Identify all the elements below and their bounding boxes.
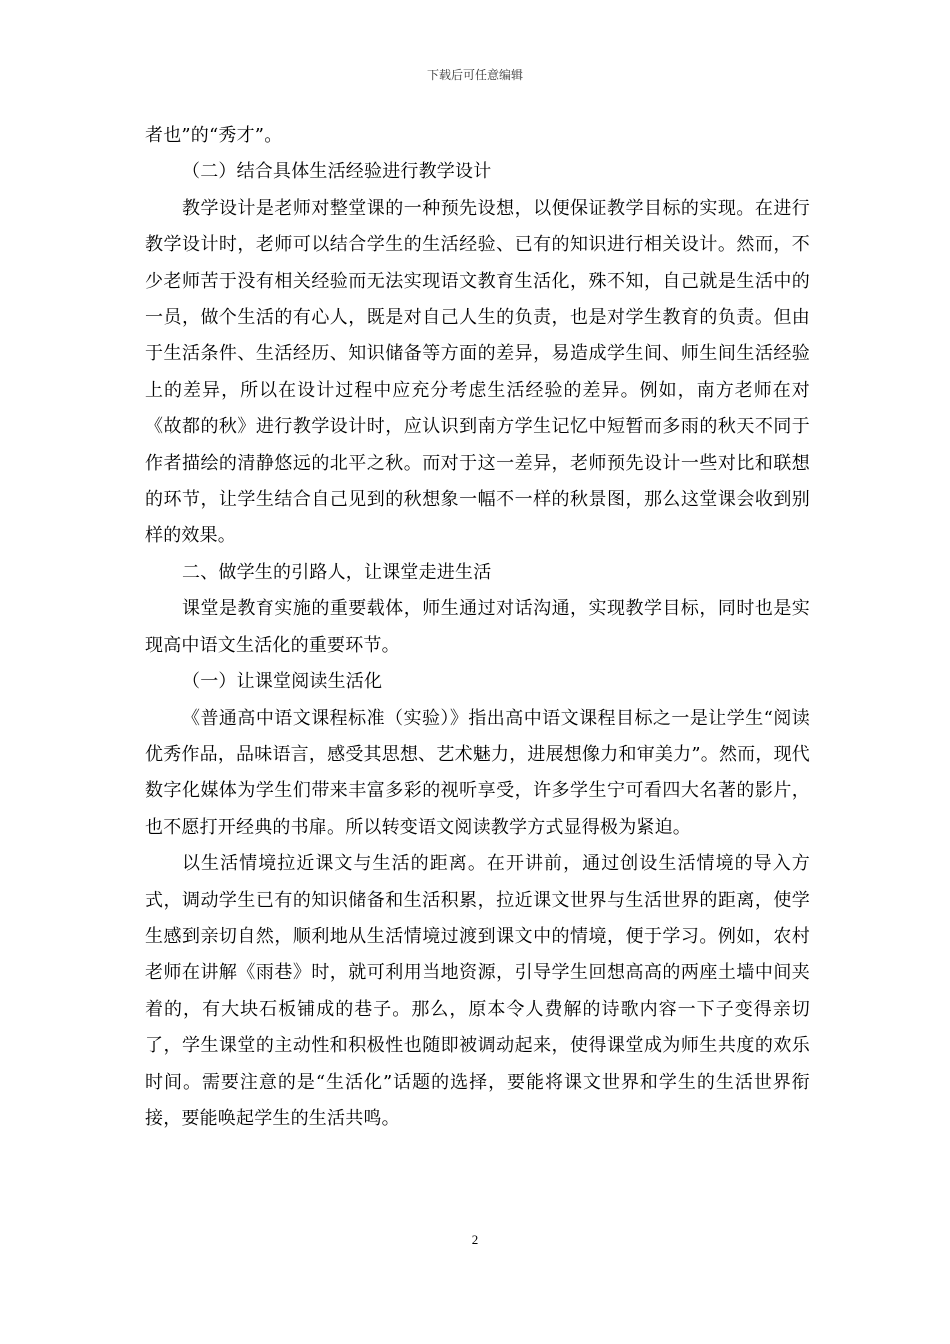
section-heading: 二、做学生的引路人，让课堂走进生活 — [182, 561, 492, 583]
body-text — [145, 118, 810, 1137]
paragraph: 教学设计是老师对整堂课的一种预先设想，以便保证教学目标的实现。在进行教学设计时，老师可以结合学生的生活经验、已有的知识进行相关设计。然而，不少老师苦于没有相关经验而无法实现语文教育生活化，殊不知，自己就是生活中的一员，做个生活的有心人，既是对自己人生的负责，也是对学生教育的负责。但由于生活条件、生活经历、知识储备等方面的差异，易造成学生间、师生间生活经验上的差异，所以在设计过程中应充分考虑生活经验的差异。例如，南方老师在对《故都的秋》进行教学设计时，应认识到南方学生记忆中短暂而多雨的秋天不同于作者描绘的清静悠远的北平之秋。而对于这一差异，老师预先设计一些对比和联想的环节，让学生结合自己见到的秋想象一幅不一样的秋景图，那么这堂课会收到别样的效果。 — [145, 197, 810, 547]
section-heading: （一）让课堂阅读生活化 — [182, 671, 383, 693]
paragraph: 课堂是教育实施的重要载体，师生通过对话沟通，实现教学目标，同时也是实现高中语文生活化的重要环节。 — [145, 598, 810, 656]
paragraph: 以生活情境拉近课文与生活的距离。在开讲前，通过创设生活情境的导入方式，调动学生已有的知识储备和生活积累，拉近课文世界与生活世界的距离，使学生感到亲切自然，顺利地从生活情境过渡到课文中的情境，便于学习。例如，农村老师在讲解《雨巷》时，就可利用当地资源，引导学生回想高高的两座土墙中间夹着的，有大块石板铺成的巷子。那么，原本令人费解的诗歌内容一下子变得亲切了，学生课堂的主动性和积极性也随即被调动起来，使得课堂成为师生共度的欢乐时间。需要注意的是“生活化”话题的选择，要能将课文世界和学生的生活世界衔接，要能唤起学生的生活共鸣。 — [145, 853, 810, 1129]
paragraph: 者也”的“秀才”。 — [145, 125, 283, 146]
page-header: 下载后可任意编辑 — [426, 68, 523, 82]
paragraph: 《普通高中语文课程标准（实验）》指出高中语文课程目标之一是让学生“阅读优秀作品，品味语言，感受其思想、艺术魅力，进展想像力和审美力”。然而，现代数字化媒体为学生们带来丰富多彩的视听享受，许多学生宁可看四大名著的影片，也不愿打开经典的书扉。所以转变语文阅读教学方式显得极为紧迫。 — [145, 707, 810, 838]
page-number: 2 — [471, 1232, 479, 1247]
section-heading: （二）结合具体生活经验进行教学设计 — [182, 161, 492, 183]
